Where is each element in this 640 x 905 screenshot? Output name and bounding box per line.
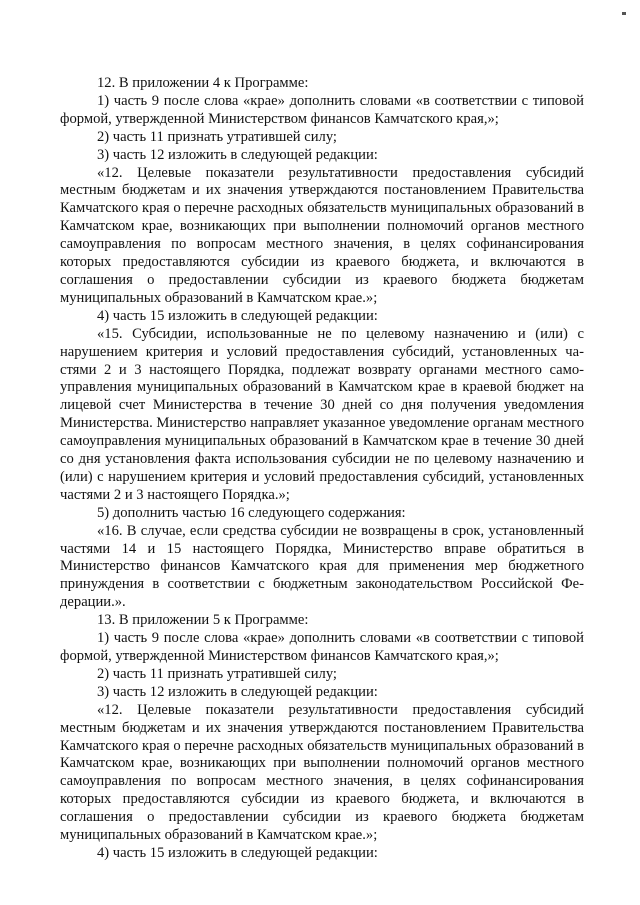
- section-12-heading: 12. В приложении 4 к Программе:: [97, 75, 309, 91]
- item-2-part-11-app5: 2) часть 11 признать утратившей силу;: [97, 665, 337, 682]
- item-4-part-15-app5: 4) часть 15 изложить в следующей редакции:: [97, 844, 378, 861]
- item-1-part-9: 1) часть 9 после слова «крае» дополнить словами «в соответствии с типовой формой, утвержденной Министерством финансов Камчатского края,»;: [60, 92, 584, 127]
- quote-part-12: «12. Целевые показатели результативности предоставления субсидий местным бюджетам и их значения утверждаются постановлением Правительства Камчатского края о перечне расходных обязательств муниципальных образований в Камчатском крае, возникающих при выполнении полномочий органов местного самоуправления по вопросам местного значения, в целях софинансирования которых предоставляются субсидии из краевого бюджета, и включаются в соглашения о предоставлении субсидии из краевого бюджета бюджетам муниципальных образований в Камчатском крае.»;: [60, 164, 584, 306]
- document-page: [60, 75, 584, 863]
- quote-part-12-app5: «12. Целевые показатели результативности предоставления субсидий местным бюджетам и их значения утверждаются постановлением Правительства Камчатского края о перечне расходных обязательств муниципальных образований в Камчатском крае, возникающих при выполнении полномочий органов местного самоуправления по вопросам местного значения, в целях софинансирования которых предоставляются субсидии из краевого бюджета, и включаются в соглашения о предоставлении субсидии из краевого бюджета бюджетам муниципальных образований в Камчатском крае.»;: [60, 701, 584, 844]
- item-3-part-12-app5: 3) часть 12 изложить в следующей редакции:: [97, 683, 378, 700]
- item-1-part-9-app5: 1) часть 9 после слова «крае» дополнить словами «в соответствии с типовой формой, утвержденной Министерством финансов Камчатского края,»;: [60, 630, 584, 664]
- item-2-part-11: 2) часть 11 признать утратившей силу;: [97, 128, 337, 145]
- item-5-part-16: 5) дополнить частью 16 следующего содержания:: [97, 504, 406, 521]
- quote-part-15: «15. Субсидии, использованные не по целевому назначению и (или) с нарушением критерия и условий предоставления субсидий, установленных частями 2 и 3 настоящего Порядка, подлежат возврату органами местного самоуправления муниципальных образований в Камчатском крае в краевой бюджет на лицевой счет Министерства в течение 30 дней со дня получения уведомления Министерства. Министерство направляет указанное уведомление органам местного самоуправления муниципальных образований в Камчатском крае в течение 30 дней со дня установления факта использования субсидии не по целевому назначению и (или) с нарушением критерия и условий предоставления субсидий, установленных частями 2 и 3 настоящего Порядка.»;: [60, 325, 584, 503]
- item-3-part-12: 3) часть 12 изложить в следующей редакции:: [97, 146, 378, 163]
- quote-part-16: «16. В случае, если средства субсидии не возвращены в срок, установленный частями 14 и 15 настоящего Порядка, Министерство вправе обратиться в Министерство финансов Камчатского края для применения мер бюджетного принуждения в соответствии с бюджетным законодательством Российской Федерации.».: [60, 522, 584, 611]
- scan-mark: [622, 12, 626, 15]
- section-13-heading: 13. В приложении 5 к Программе:: [97, 612, 309, 629]
- item-4-part-15: 4) часть 15 изложить в следующей редакции:: [97, 307, 378, 324]
